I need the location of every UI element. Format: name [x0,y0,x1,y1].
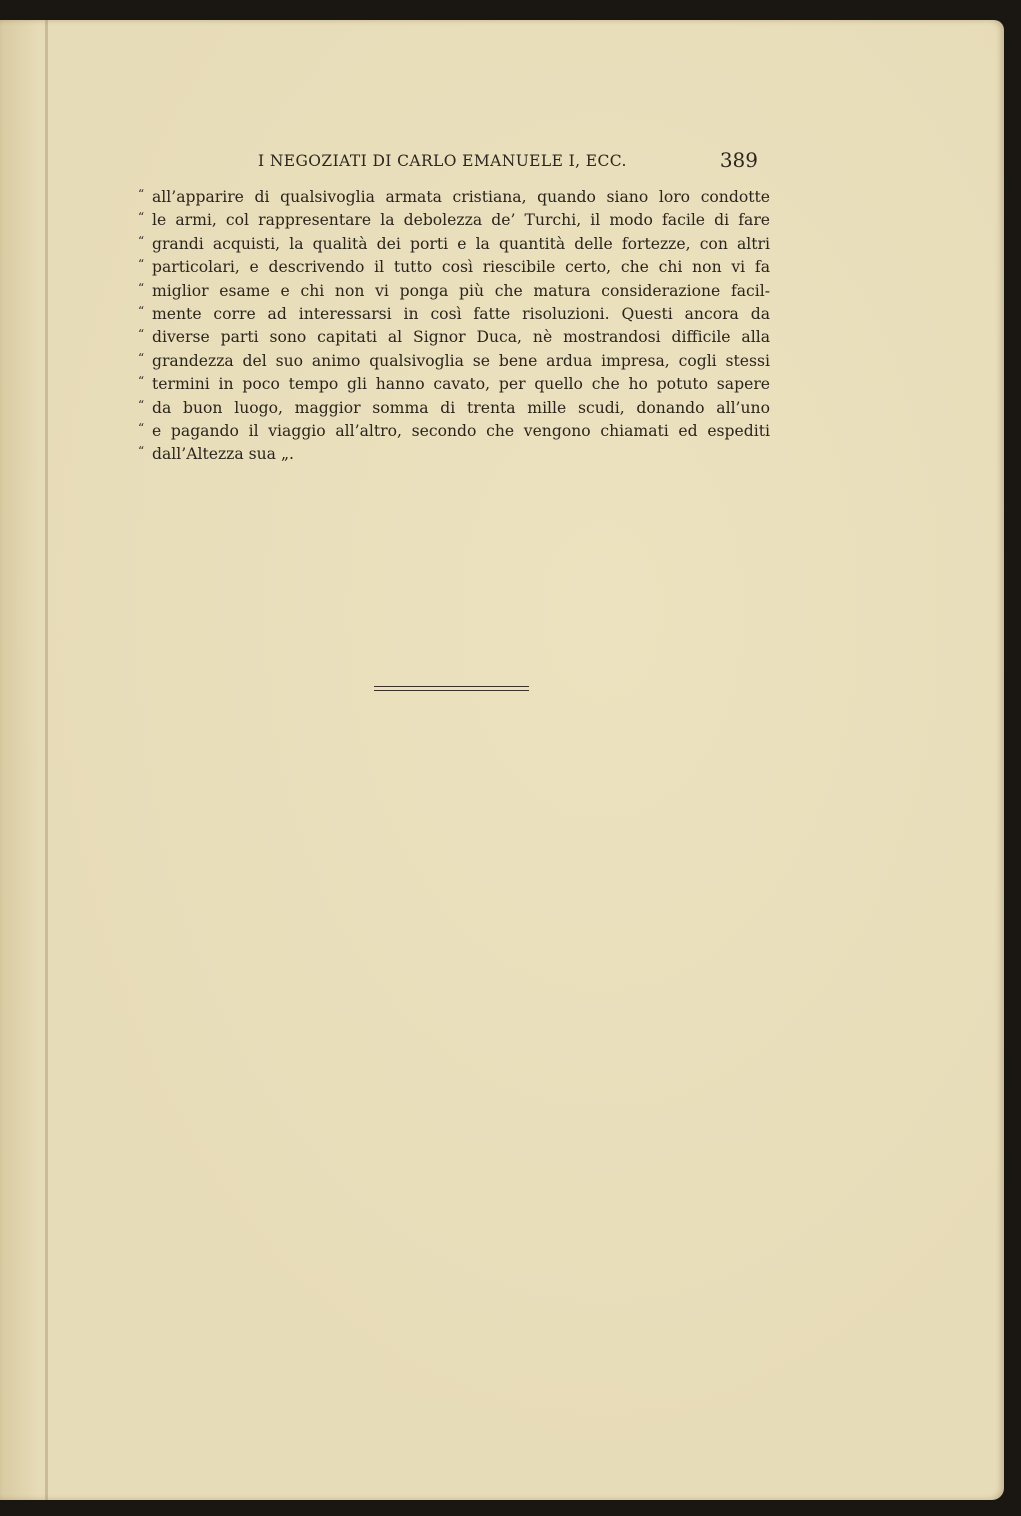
text-line [138,280,770,303]
text-line [138,303,770,326]
quote-mark: “ [138,280,145,295]
rule-line [374,690,529,691]
quote-mark: “ [138,233,145,248]
line-text: dall’Altezza sua „. [152,445,294,464]
header-title: I NEGOZIATI DI CARLO EMANUELE I, ECC. [258,152,627,170]
quote-mark: “ [138,350,145,365]
line-text: all’apparire di qualsivoglia armata cristiana, quando siano loro condotte [152,188,770,206]
rule-line [374,686,529,687]
quote-mark: “ [138,397,145,412]
body-text [138,186,770,467]
quote-mark: “ [138,327,145,342]
line-text: diverse parti sono capitati al Signor Duca, nè mostrandosi difficile alla [152,328,770,347]
line-text: termini in poco tempo gli hanno cavato, per quello che ho potuto sapere [152,375,770,394]
quote-mark: “ [138,187,145,201]
page-gutter [45,20,48,1500]
quote-mark: “ [138,444,145,459]
line-text: e pagando il viaggio all’altro, secondo che vengono chiamati ed espediti [152,421,770,440]
text-line [138,233,770,256]
line-text: particolari, e descrivendo il tutto così riescibile certo, che chi non vi fa [152,258,770,277]
line-text: grandi acquisti, la qualità dei porti e la quantità delle fortezze, con altri [152,234,770,253]
quote-mark: “ [138,210,145,225]
text-line [138,373,770,396]
line-text: miglior esame e chi non vi ponga più che matura considerazione facil- [152,281,770,300]
quote-mark: “ [138,374,145,389]
line-text: mente corre ad interessarsi in così fatte risoluzioni. Questi ancora da [152,304,770,323]
text-line [138,209,770,232]
text-line [138,326,770,349]
page-number: 389 [719,148,758,172]
text-line [138,397,770,420]
text-line [138,420,770,443]
text-line [138,186,770,209]
section-end-rule [374,686,529,694]
text-line [138,443,770,466]
quote-mark: “ [138,420,145,435]
text-line [138,350,770,373]
line-text: grandezza del suo animo qualsivoglia se bene ardua impresa, cogli stessi [152,351,770,370]
text-line [138,256,770,279]
quote-mark: “ [138,257,145,272]
line-text: le armi, col rappresentare la debolezza de’ Turchi, il modo facile di fare [152,211,770,230]
line-text: da buon luogo, maggior somma di trenta mille scudi, donando all’uno [152,398,770,417]
quote-mark: “ [138,303,145,318]
